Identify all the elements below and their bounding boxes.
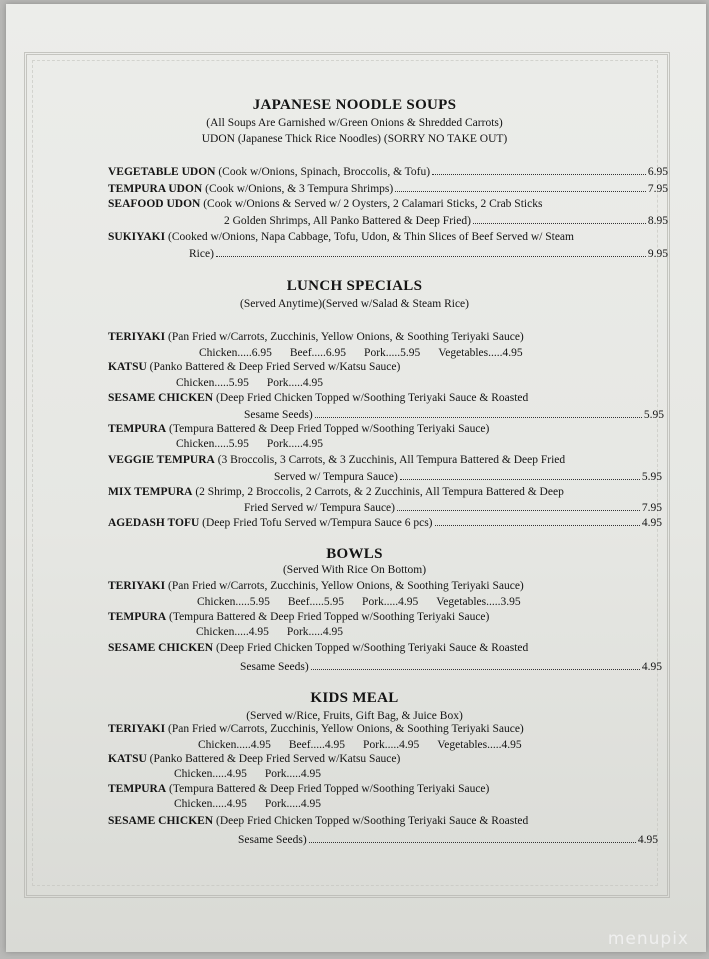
item-desc: (Panko Battered & Deep Fried Served w/Katsu Sauce) xyxy=(149,361,401,373)
menu-item xyxy=(108,198,542,210)
soups-subtitle-2: UDON (Japanese Thick Rice Noodles) (SORRY NO TAKE OUT) xyxy=(201,133,508,145)
soups-subtitle-1: (All Soups Are Garnished w/Green Onions & Shredded Carrots) xyxy=(206,117,503,129)
menu-item xyxy=(108,454,565,466)
item-options: Chicken.....4.95 Pork.....4.95 xyxy=(174,798,322,810)
item-name: TERIYAKI xyxy=(108,331,166,343)
item-desc: (Deep Fried Chicken Topped w/Soothing Teriyaki Sauce & Roasted xyxy=(216,642,529,654)
item-name: SESAME CHICKEN xyxy=(108,815,214,827)
item-desc: (Deep Fried Tofu Served w/Tempura Sauce 6 pcs) xyxy=(202,517,433,529)
menu-item xyxy=(108,331,524,343)
item-continuation: Sesame Seeds) 5.95 xyxy=(244,409,664,421)
kids-title: KIDS MEAL xyxy=(310,690,399,706)
menu-item xyxy=(108,642,528,654)
item-continuation: Sesame Seeds) 4.95 xyxy=(238,834,658,846)
menu-item xyxy=(108,753,400,765)
item-price: 4.95 xyxy=(637,834,658,846)
item-continuation: Fried Served w/ Tempura Sauce) 7.95 xyxy=(244,502,662,514)
item-price: 6.95 xyxy=(647,166,668,178)
item-price: 9.95 xyxy=(647,248,668,260)
item-name: VEGGIE TEMPURA xyxy=(108,454,215,466)
menu-item xyxy=(108,486,564,498)
item-options: Chicken.....4.95 Beef.....4.95 Pork.....4.95 Vegetables.....4.95 xyxy=(198,739,522,751)
item-name: TEMPURA xyxy=(108,423,167,435)
item-options: Chicken.....4.95 Pork.....4.95 xyxy=(196,626,344,638)
item-name: TEMPURA UDON xyxy=(108,183,203,195)
bowls-subtitle: (Served With Rice On Bottom) xyxy=(282,564,427,576)
item-desc: (2 Shrimp, 2 Broccolis, 2 Carrots, & 2 Zucchinis, All Tempura Battered & Deep xyxy=(195,486,564,498)
item-name: VEGETABLE UDON xyxy=(108,166,216,178)
item-name: SUKIYAKI xyxy=(108,231,166,243)
menu-item xyxy=(108,723,524,735)
item-desc: (Panko Battered & Deep Fried Served w/Katsu Sauce) xyxy=(149,753,401,765)
item-continuation: Sesame Seeds) 4.95 xyxy=(240,661,662,673)
item-name: TEMPURA xyxy=(108,611,167,623)
item-desc: (Tempura Battered & Deep Fried Topped w/Soothing Teriyaki Sauce) xyxy=(169,611,490,623)
item-desc: (Pan Fried w/Carrots, Zucchinis, Yellow Onions, & Soothing Teriyaki Sauce) xyxy=(167,580,524,592)
menupix-watermark: menupix xyxy=(607,929,689,949)
menu-item xyxy=(108,392,528,404)
item-name: MIX TEMPURA xyxy=(108,486,193,498)
menu-item xyxy=(108,611,489,623)
menu-item xyxy=(108,783,489,795)
item-name: SESAME CHICKEN xyxy=(108,642,214,654)
menu-item xyxy=(108,361,400,373)
item-name: SESAME CHICKEN xyxy=(108,392,214,404)
item-desc: (3 Broccolis, 3 Carrots, & 3 Zucchinis, All Tempura Battered & Deep Fried xyxy=(217,454,566,466)
item-name: KATSU xyxy=(108,361,147,373)
item-name: TEMPURA xyxy=(108,783,167,795)
item-name: TERIYAKI xyxy=(108,723,166,735)
item-price: 4.95 xyxy=(641,517,662,529)
item-desc: (Cooked w/Onions, Napa Cabbage, Tofu, Udon, & Thin Slices of Beef Served w/ Steam xyxy=(167,231,574,243)
item-options: Chicken.....4.95 Pork.....4.95 xyxy=(174,768,322,780)
item-name: KATSU xyxy=(108,753,147,765)
soups-title: JAPANESE NOODLE SOUPS xyxy=(252,97,457,113)
item-options: Chicken.....5.95 Pork.....4.95 xyxy=(176,438,324,450)
item-price: 7.95 xyxy=(641,502,662,514)
item-continuation: Rice) 9.95 xyxy=(189,248,668,260)
item-name: SEAFOOD UDON xyxy=(108,198,201,210)
item-desc: (Cook w/Onions, Spinach, Broccolis, & Tofu) xyxy=(218,166,431,178)
menu-item xyxy=(108,580,524,592)
item-price: 8.95 xyxy=(647,215,668,227)
menu-item xyxy=(108,231,574,243)
kids-subtitle: (Served w/Rice, Fruits, Gift Bag, & Juice Box) xyxy=(246,710,463,722)
menu-item xyxy=(108,815,528,827)
item-options: Chicken.....5.95 Beef.....5.95 Pork.....4.95 Vegetables.....3.95 xyxy=(197,596,521,608)
item-name: AGEDASH TOFU xyxy=(108,517,200,529)
menu-item xyxy=(108,423,489,435)
item-desc: (Tempura Battered & Deep Fried Topped w/Soothing Teriyaki Sauce) xyxy=(169,423,490,435)
menu-item xyxy=(108,516,662,529)
item-continuation: 2 Golden Shrimps, All Panko Battered & Deep Fried) 8.95 xyxy=(224,215,668,227)
item-price: 5.95 xyxy=(641,471,662,483)
item-desc: (Deep Fried Chicken Topped w/Soothing Teriyaki Sauce & Roasted xyxy=(216,392,529,404)
item-desc: (Pan Fried w/Carrots, Zucchinis, Yellow Onions, & Soothing Teriyaki Sauce) xyxy=(167,723,524,735)
item-desc: (Cook w/Onions, & 3 Tempura Shrimps) xyxy=(205,183,394,195)
bowls-title: BOWLS xyxy=(326,546,383,562)
item-desc: (Deep Fried Chicken Topped w/Soothing Teriyaki Sauce & Roasted xyxy=(216,815,529,827)
item-desc: (Pan Fried w/Carrots, Zucchinis, Yellow Onions, & Soothing Teriyaki Sauce) xyxy=(167,331,524,343)
item-price: 4.95 xyxy=(641,661,662,673)
lunch-title: LUNCH SPECIALS xyxy=(286,278,423,294)
item-continuation: Served w/ Tempura Sauce) 5.95 xyxy=(274,471,662,483)
item-options: Chicken.....6.95 Beef.....6.95 Pork.....5.95 Vegetables.....4.95 xyxy=(199,347,523,359)
item-options: Chicken.....5.95 Pork.....4.95 xyxy=(176,377,324,389)
item-name: TERIYAKI xyxy=(108,580,166,592)
item-price: 7.95 xyxy=(647,183,668,195)
menu-item xyxy=(108,165,668,178)
lunch-subtitle: (Served Anytime)(Served w/Salad & Steam Rice) xyxy=(240,298,469,310)
menu-item xyxy=(108,182,668,195)
item-desc: (Cook w/Onions & Served w/ 2 Oysters, 2 Calamari Sticks, 2 Crab Sticks xyxy=(203,198,543,210)
item-price: 5.95 xyxy=(643,409,664,421)
item-desc: (Tempura Battered & Deep Fried Topped w/Soothing Teriyaki Sauce) xyxy=(169,783,490,795)
